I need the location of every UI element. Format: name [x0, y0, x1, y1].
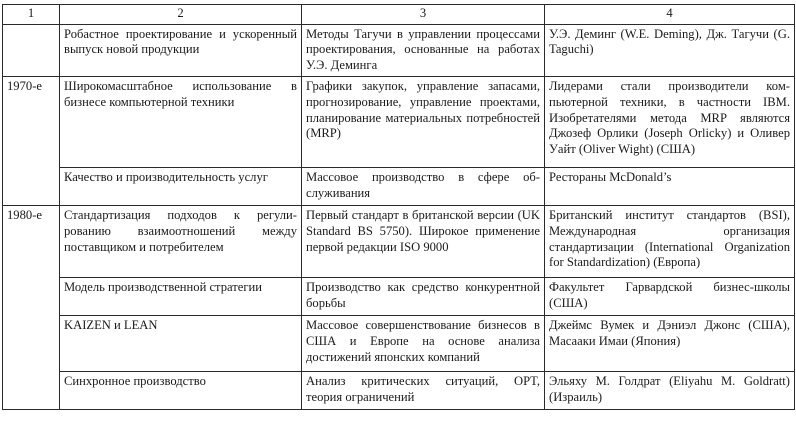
table-row: [3, 24, 795, 77]
authors-cell: У.Э. Деминг (W.E. Deming), Дж. Тагучи (G. Taguchi): [545, 24, 795, 77]
content-cell: Массовое совершенствование бизнесов в США и Европе на основе анализа достижений японских компаний: [302, 316, 545, 372]
content-cell: Массовое производство в сфере обслуживания: [302, 168, 545, 206]
authors-cell: Рестораны McDonald’s: [545, 168, 795, 206]
era-cell: 1980-е: [3, 206, 60, 410]
concept-cell: Модель производственной стратегии: [60, 278, 302, 316]
concept-cell: Стандартизация подходов к регулированию взаимоотношений между поставщиком и потребителем: [60, 206, 302, 278]
concept-cell: Широкомасштабное использование в бизнесе компьютерной техники: [60, 77, 302, 168]
authors-cell: Эльяху М. Голдрат (Eliyahu M. Goldratt) (Израиль): [545, 372, 795, 410]
table-row: [3, 372, 795, 410]
table-header-row: [3, 5, 795, 25]
concept-cell: Робастное проектирование и ускоренный выпуск новой продукции: [60, 24, 302, 77]
content-cell: Методы Тагучи в управлении процессами проектирования, основанные на работах У.Э. Деминга: [302, 24, 545, 77]
concept-cell: Качество и производительность услуг: [60, 168, 302, 206]
column-number-4: 4: [545, 5, 795, 25]
history-table: [2, 4, 795, 410]
content-cell: Графики закупок, управление запасами, прогнозирование, управление проектами, планирование материальных потребностей (MRP): [302, 77, 545, 168]
authors-cell: Джеймс Вумек и Дэниэл Джонс (США), Масааки Имаи (Япония): [545, 316, 795, 372]
table-row: [3, 168, 795, 206]
concept-cell: Синхронное производство: [60, 372, 302, 410]
table-row: [3, 278, 795, 316]
concept-cell: KAIZEN и LEAN: [60, 316, 302, 372]
content-cell: Первый стандарт в британской версии (UK Standard BS 5750). Широкое применение первой редакции ISO 9000: [302, 206, 545, 278]
column-number-1: 1: [3, 5, 60, 25]
authors-cell: Британский институт стандартов (BSI), Международная организация стандартизации (International Organization for Standardization) (Европа): [545, 206, 795, 278]
table-row: [3, 77, 795, 168]
era-cell: [3, 24, 60, 77]
authors-cell: Лидерами стали производители компьютерной техники, в частности IBM. Изобретателями метода MRP являются Джозеф Орлики (Joseph Orlicky) и Оливер Уайт (Oliver Wight) (США): [545, 77, 795, 168]
table-row: [3, 316, 795, 372]
authors-cell: Факультет Гарвардской бизнес-школы (США): [545, 278, 795, 316]
table-row: [3, 206, 795, 278]
era-cell: 1970-е: [3, 77, 60, 206]
column-number-2: 2: [60, 5, 302, 25]
content-cell: Производство как средство конкурентной борьбы: [302, 278, 545, 316]
column-number-3: 3: [302, 5, 545, 25]
content-cell: Анализ критических ситуаций, OPT, теория ограничений: [302, 372, 545, 410]
